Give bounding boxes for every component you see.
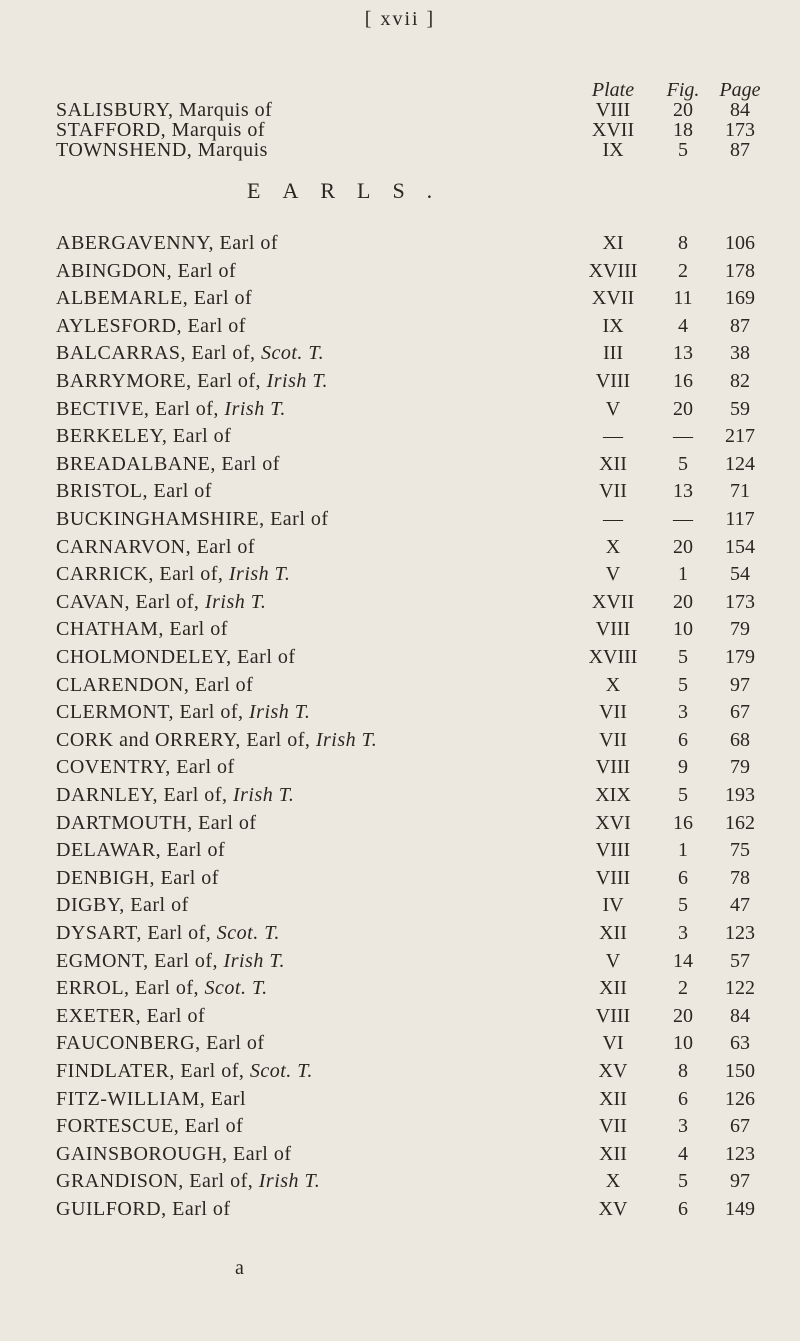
entry-name: BERKELEY, Earl of [56,425,232,448]
entry-page: 67 [730,1115,750,1138]
entry-fig: 5 [678,139,688,161]
entry-plate: XII [599,1142,627,1165]
entry-page: 87 [730,139,750,161]
entry-title [56,1059,313,1083]
entry-plate: XII [599,452,627,475]
entry-page: 38 [730,342,750,365]
entry-name: AYLESFORD, Earl of [56,314,246,337]
entry-fig: 10 [673,618,693,641]
entry-fig: 16 [673,811,693,834]
index-entry [0,617,800,641]
entry-page: 57 [730,949,750,972]
entry-fig: — [673,425,693,448]
entry-plate: X [605,1170,621,1193]
entry-fig: 6 [678,1198,688,1220]
entry-name: BUCKINGHAMSHIRE, Earl of [56,508,329,530]
entry-plate: VII [599,701,627,724]
entry-title [56,452,280,476]
entry-title [56,507,329,531]
section-title: EARLS. [247,178,455,203]
entry-page: 169 [725,287,755,310]
entry-name: GAINSBOROUGH, Earl of [56,1142,292,1165]
entry-name: FORTESCUE, Earl of [56,1115,244,1138]
entry-fig: 9 [678,756,688,779]
entry-page: 217 [725,425,755,448]
entry-plate: VIII [595,618,631,641]
entry-title [56,562,290,586]
entry-peerage-note: Irish T. [232,784,295,806]
index-entry [0,1004,800,1028]
entry-title [56,921,280,945]
entry-title [56,673,253,697]
entry-fig: 16 [673,370,693,392]
entry-name: DARNLEY, Earl of, [56,784,228,806]
index-entry [0,700,800,724]
entry-page: 84 [730,99,750,121]
column-header-plate: Plate [591,79,635,101]
entry-title [56,138,268,162]
entry-title [56,231,278,255]
entry-fig: 8 [678,232,688,254]
entry-fig: 5 [678,673,688,696]
entry-name: BARRYMORE, Earl of, [56,370,262,392]
entry-fig: 1 [678,563,688,586]
entry-fig: 20 [673,1004,693,1027]
entry-name: FITZ-WILLIAM, Earl [56,1087,247,1110]
entry-title [56,590,266,614]
entry-title [56,617,228,641]
index-entry [0,866,800,890]
entry-fig: — [673,508,693,530]
entry-title [56,535,255,559]
index-entry [0,1087,800,1111]
entry-fig: 5 [678,452,688,475]
entry-title [56,1114,243,1138]
entry-plate: XII [599,1087,627,1110]
entry-page: 97 [730,673,750,696]
entry-peerage-note: Irish T. [224,397,286,420]
entry-title [56,1087,246,1111]
index-entry [0,893,800,917]
entry-page: 122 [725,977,755,1000]
entry-page: 123 [725,922,755,944]
entry-name: DARTMOUTH, Earl of [56,811,257,834]
index-entry [0,397,800,421]
entry-title [56,424,231,448]
entry-page: 150 [725,1060,755,1082]
entry-page: 75 [730,839,750,862]
entry-peerage-note: Irish T. [223,949,285,972]
entry-page: 173 [725,590,755,613]
entry-fig: 4 [678,314,688,337]
entry-name: STAFFORD, Marquis of [56,119,265,141]
column-header-fig: Fig. [666,79,700,101]
entry-title [56,314,246,338]
entry-name: CHATHAM, Earl of [56,618,228,641]
index-entry [0,341,800,365]
entry-peerage-note: Irish T. [315,728,378,751]
entry-peerage-note: Irish T. [228,563,291,586]
entry-plate: XV [598,1198,628,1220]
index-entry [0,259,800,283]
entry-plate: X [605,535,621,558]
entry-page: 63 [730,1032,750,1055]
index-entry [0,231,800,255]
entry-plate: XII [599,922,627,944]
entry-page: 78 [730,866,750,889]
entry-plate: VII [599,1115,627,1138]
index-entry [0,1169,800,1193]
entry-name: DYSART, Earl of, [56,922,212,944]
entry-name: CORK and ORRERY, Earl of, [56,728,311,751]
entry-title [56,811,257,835]
entry-title [56,397,286,421]
index-entry [0,479,800,503]
entry-page: 67 [730,701,750,724]
entry-name: ABERGAVENNY, Earl of [56,232,279,254]
entry-name: CARNARVON, Earl of [56,535,256,558]
entry-name: DIGBY, Earl of [56,894,189,917]
entry-fig: 13 [673,480,693,503]
entry-page: 47 [730,894,750,917]
entry-peerage-note: Scot. T. [216,922,280,944]
index-entry [0,921,800,945]
entry-name: BREADALBANE, Earl of [56,452,280,475]
index-entry [0,286,800,310]
entry-plate: XIX [595,784,631,806]
entry-page: 178 [725,259,755,282]
index-entry [0,645,800,669]
entry-title [56,479,212,503]
index-entry [0,369,800,393]
entry-plate: V [605,949,621,972]
entry-name: EXETER, Earl of [56,1004,206,1027]
entry-fig: 13 [673,342,693,365]
entry-title [56,783,294,807]
entry-name: SALISBURY, Marquis of [56,99,273,121]
index-entry [0,452,800,476]
entry-fig: 6 [678,1087,688,1110]
entry-name: CARRICK, Earl of, [56,563,224,586]
entry-name: CAVAN, Earl of, [56,590,200,613]
entry-page: 71 [730,480,750,503]
entry-peerage-note: Irish T. [204,590,267,613]
entry-fig: 4 [678,1142,688,1165]
entry-title [56,259,236,283]
entry-plate: VI [602,1032,624,1055]
index-entry [0,138,800,162]
entry-peerage-note: Irish T. [258,1170,321,1193]
entry-plate: XVIII [588,646,638,668]
index-entry [0,755,800,779]
entry-page: 123 [725,1142,755,1165]
entry-name: CLERMONT, Earl of, [56,701,244,724]
index-entry [0,535,800,559]
entry-title [56,838,225,862]
entry-page: 54 [730,563,750,586]
entry-page: 124 [725,452,755,475]
entry-name: CHOLMONDELEY, Earl of [56,646,296,668]
entry-fig: 8 [678,1060,688,1082]
entry-page: 87 [730,314,750,337]
entry-fig: 2 [678,259,688,282]
entry-fig: 3 [678,922,688,944]
index-entry [0,811,800,835]
index-entry [0,673,800,697]
entry-plate: XVI [595,811,631,834]
entry-page: 173 [725,119,755,141]
entry-page: 97 [730,1170,750,1193]
entry-fig: 20 [673,99,693,121]
index-entry [0,976,800,1000]
index-entry [0,562,800,586]
entry-name: FAUCONBERG, Earl of [56,1032,265,1055]
entry-page: 68 [730,728,750,751]
entry-page: 84 [730,1004,750,1027]
entry-peerage-note: Irish T. [249,701,311,724]
entry-peerage-note: Scot. T. [261,342,325,365]
entry-page: 154 [725,535,755,558]
index-entry [0,1059,800,1083]
index-entry [0,424,800,448]
entry-name: CLARENDON, Earl of [56,673,254,696]
entry-title [56,949,285,973]
entry-page: 126 [725,1087,755,1110]
entry-name: COVENTRY, Earl of [56,756,235,779]
entry-title [56,893,189,917]
signature-mark: a [235,1257,244,1279]
entry-page: 117 [725,508,755,530]
entry-name: DELAWAR, Earl of [56,839,226,862]
entry-page: 193 [725,784,755,806]
entry-fig: 18 [673,119,693,141]
column-header-page: Page [719,79,761,101]
entry-page: 179 [725,646,755,668]
entry-name: BECTIVE, Earl of, [56,397,219,420]
entry-plate: IX [602,314,624,337]
entry-title [56,286,252,310]
index-entry [0,507,800,531]
index-entry [0,949,800,973]
entry-plate: XVII [591,590,635,613]
index-entry [0,1114,800,1138]
entry-name: GUILFORD, Earl of [56,1198,231,1220]
entry-fig: 10 [673,1032,693,1055]
entry-fig: 1 [678,839,688,862]
entry-plate: VIII [595,99,631,121]
entry-plate: VIII [595,866,631,889]
entry-plate: VII [599,728,627,751]
entry-name: BRISTOL, Earl of [56,480,212,503]
entry-title [56,1031,265,1055]
entry-title [56,728,377,752]
entry-page: 162 [725,811,755,834]
entry-title [56,369,328,393]
entry-title [56,1142,291,1166]
entry-fig: 5 [678,784,688,806]
index-entry [0,728,800,752]
entry-name: FINDLATER, Earl of, [56,1060,245,1082]
index-entry [0,1031,800,1055]
entry-title [56,341,324,365]
entry-name: ERROL, Earl of, [56,977,200,1000]
entry-peerage-note: Irish T. [266,370,328,392]
entry-name: ABINGDON, Earl of [56,259,237,282]
entry-peerage-note: Scot. T. [249,1060,313,1082]
entry-plate: III [603,342,623,365]
entry-name: EGMONT, Earl of, [56,949,219,972]
entry-title [56,1169,320,1193]
entry-plate: VII [599,480,627,503]
entry-title [56,645,296,669]
page-number: [ xvii ] [364,8,436,30]
index-entry [0,314,800,338]
index-entry [0,1197,800,1221]
entry-fig: 14 [673,949,693,972]
entry-peerage-note: Scot. T. [204,977,268,1000]
entry-fig: 3 [678,1115,688,1138]
entry-plate: VIII [595,1004,631,1027]
entry-fig: 20 [673,535,693,558]
entry-plate: IV [602,894,624,917]
entry-page: 82 [730,370,750,392]
entry-fig: 6 [678,866,688,889]
entry-page: 79 [730,618,750,641]
entry-fig: 11 [673,287,693,310]
entry-fig: 5 [678,646,688,668]
entry-page: 149 [725,1198,755,1220]
entry-fig: 6 [678,728,688,751]
entry-plate: X [605,673,621,696]
entry-page: 59 [730,397,750,420]
entry-plate: XV [598,1060,628,1082]
entry-page: 106 [725,232,755,254]
entry-title [56,866,219,890]
entry-plate: XVII [591,287,635,310]
entry-plate: V [605,397,621,420]
entry-plate: — [603,508,623,530]
entry-plate: VIII [595,756,631,779]
entry-title [56,1004,205,1028]
entry-page: 79 [730,756,750,779]
index-entry [0,1142,800,1166]
entry-title [56,755,235,779]
entry-plate: IX [602,139,624,161]
entry-title [56,700,310,724]
entry-title [56,1197,231,1221]
entry-fig: 5 [678,894,688,917]
entry-title [56,976,268,1000]
entry-name: ALBEMARLE, Earl of [56,287,253,310]
entry-fig: 5 [678,1170,688,1193]
entry-plate: VIII [595,839,631,862]
entry-plate: XVIII [588,259,638,282]
index-entry [0,783,800,807]
entry-name: TOWNSHEND, Marquis [56,139,268,161]
entry-fig: 3 [678,701,688,724]
entry-fig: 20 [673,590,693,613]
index-entry [0,838,800,862]
entry-fig: 20 [673,397,693,420]
entry-plate: VIII [595,370,631,392]
entry-name: GRANDISON, Earl of, [56,1170,254,1193]
entry-plate: XVII [591,119,635,141]
entry-plate: V [605,563,621,586]
entry-name: BALCARRAS, Earl of, [56,342,256,365]
entry-plate: XI [602,232,624,254]
entry-plate: XII [599,977,627,1000]
entry-fig: 2 [678,977,688,1000]
entry-name: DENBIGH, Earl of [56,866,219,889]
entry-plate: — [603,425,623,448]
index-entry [0,590,800,614]
